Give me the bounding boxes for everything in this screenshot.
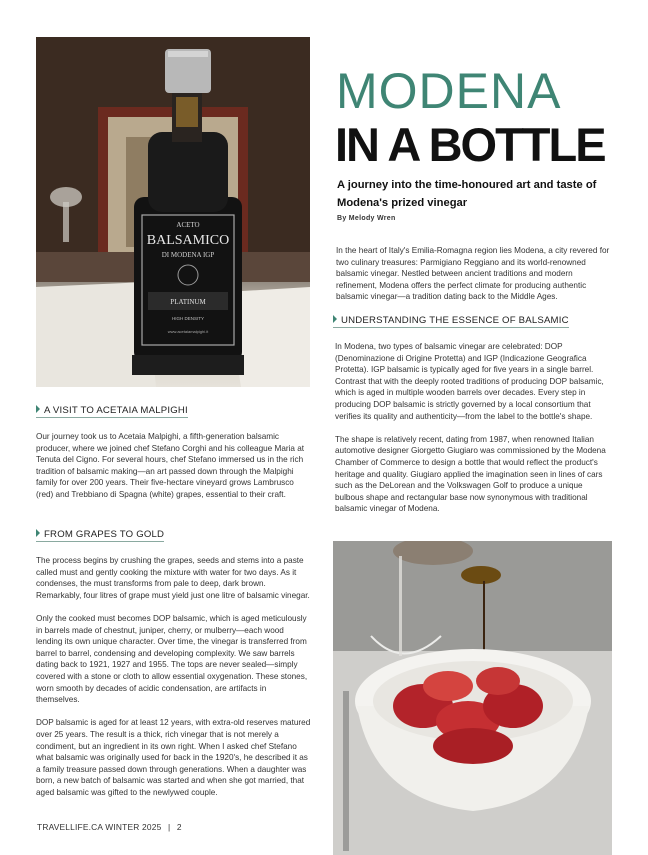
- bottle-label-line6: www.acetaiamalpighi.it: [167, 329, 209, 334]
- headline-line1: MODENA: [336, 63, 562, 119]
- section-heading-visit: [36, 405, 188, 418]
- grapes-paragraph-1: The process begins by crushing the grapes, seeds and stems into a paste called must and gently cooking the mixture with water for two days. As it condenses, the must transforms from pale to deep, dark brown. Remarkably, four litres of grape must yield just one litre of balsamic vinegar.: [36, 556, 310, 600]
- strawberry-photo-art: [333, 541, 612, 855]
- bottle-label-line4: PLATINUM: [170, 298, 206, 306]
- section-heading-visit-text: A VISIT TO ACETAIA MALPIGHI: [44, 405, 188, 416]
- bottle-label-line1: ACETO: [176, 221, 200, 229]
- section-heading-essence-text: UNDERSTANDING THE ESSENCE OF BALSAMIC: [341, 315, 569, 326]
- bottle-label-line5: HIGH DENSITY: [171, 316, 205, 321]
- bottle-label-line3: DI MODENA IGP: [161, 251, 215, 259]
- bottle-photo-art: [36, 37, 310, 387]
- essence-body: [335, 341, 612, 527]
- headline-line2: IN A BOTTLE: [335, 118, 605, 171]
- bottle-label-line2: BALSAMICO: [146, 233, 230, 248]
- grapes-body: [36, 555, 311, 810]
- section-marker-icon: [333, 315, 337, 323]
- section-marker-icon: [36, 529, 40, 537]
- footer-page-number: 2: [176, 822, 182, 832]
- intro-paragraph: In the heart of Italy's Emilia-Romagna region lies Modena, a city revered for two culinary treasures: Parmigiano Reggiano and its world-renowned balsamic vinegar. Nestled between ancient traditions and modern refinement, Modena offers the perfect climate for producing authentic balsamic vinegar—a tradition dating back to the Middle Ages.: [336, 246, 610, 302]
- subtitle: A journey into the time-honoured art and taste of Modena's prized vinegar: [337, 179, 597, 209]
- section-heading-grapes: [36, 529, 164, 542]
- essence-paragraph-2: The shape is relatively recent, dating from 1987, when renowned Italian automotive designer Giorgetto Giugiaro was commissioned by the Modena Chamber of Commerce to design a bottle that would reflect the product's heritage and quality. Giugiaro applied the imagination seen in lines of cars such as the DeLorean and the Volkswagen Golf to produce a unique bulbous shape and rectangular base now synonymous with traditional balsamic vinegar of Modena.: [335, 434, 606, 514]
- page-footer: [37, 822, 182, 832]
- visit-body: [36, 431, 311, 512]
- balsamic-bottle-photo: [36, 37, 310, 387]
- footer-publication: TRAVELLIFE.CA WINTER 2025: [37, 822, 162, 832]
- strawberries-balsamic-photo: [333, 541, 612, 855]
- section-marker-icon: [36, 405, 40, 413]
- grapes-paragraph-2: Only the cooked must becomes DOP balsamic, which is aged meticulously in barrels made of chestnut, juniper, cherry, or mulberry—each wood lending its own unique character. Over time, the vinegar is transferred from barrel to barrel, condensing and developing complexity. We saw barrels dating back to 1921, 1927 and 1955. The tops are never sealed—simply covered with a stone or cloth to allow essential oxygenation. These stones, worn smooth by decades of acidic condensation, are artifacts in themselves.: [36, 613, 308, 705]
- section-heading-essence: [333, 315, 569, 328]
- grapes-paragraph-3: DOP balsamic is aged for at least 12 years, with extra-old reserves matured over 25 years. The result is a thick, rich vinegar that is not merely a condiment, but an ingredient in its own right. When I asked chef Stefano what balsamic was originally used for back in the 1920's, he described it as a family treasure passed down through generations. When a daughter was born, a new batch of balsamic was started and when she got married, that aged balsamic was gifted to the newlywed couple.: [36, 718, 311, 797]
- visit-paragraph-1: Our journey took us to Acetaia Malpighi, a fifth-generation balsamic producer, where we joined chef Stefano Corghi and his colleague Maria at Tenuta del Cigno. For several hours, chef Stefano immersed us in the rich tradition of balsamic making—an art passed down through the Malpighi family for over 200 years. Their five-hectare vineyard grows Lambrusco (red) and Trebbiano di Spagna (white) grapes, essential to their craft.: [36, 432, 305, 499]
- footer-separator: |: [168, 822, 171, 832]
- byline: By Melody Wren: [337, 215, 396, 222]
- section-heading-grapes-text: FROM GRAPES TO GOLD: [44, 529, 165, 540]
- essence-paragraph-1: In Modena, two types of balsamic vinegar are celebrated: DOP (Denominazione di Origine Protetta) and IGP (Indicazione Geografica Protetta). IGP balsamic is typically aged for five years in a single barrel. Contrast that with the deeply rooted traditions of producing DOP balsamic, which is aged in multiple wooden barrels over decades. Every step in producing DOP balsamic is strictly governed by a local consortium that verifies its quality and authenticity—from the label to the bottle's shape.: [335, 342, 604, 421]
